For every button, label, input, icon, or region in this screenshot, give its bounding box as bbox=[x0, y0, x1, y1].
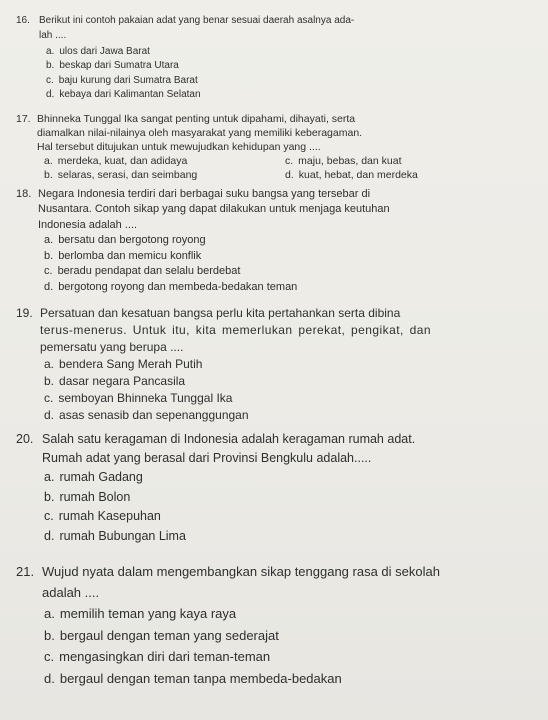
option-letter: d. bbox=[44, 408, 55, 422]
question-stem-line: Persatuan dan kesatuan bangsa perlu kita pertahankan serta dibina bbox=[40, 306, 401, 320]
question-number: 20. bbox=[16, 432, 34, 446]
option-text: maju, bebas, dan kuat bbox=[298, 155, 402, 167]
option-letter: c. bbox=[285, 155, 294, 167]
option-letter: d. bbox=[46, 89, 55, 100]
option-text: dasar negara Pancasila bbox=[59, 374, 186, 388]
option-a bbox=[46, 46, 150, 57]
option-d bbox=[46, 89, 201, 100]
option-letter: d. bbox=[44, 281, 54, 293]
option-b bbox=[46, 60, 179, 71]
option-c bbox=[46, 75, 198, 86]
option-c bbox=[44, 265, 240, 277]
option-text: ulos dari Jawa Barat bbox=[59, 46, 150, 57]
option-letter: b. bbox=[44, 169, 53, 181]
option-text: asas senasib dan sepenanggungan bbox=[59, 408, 249, 422]
option-text: bersatu dan bergotong royong bbox=[58, 234, 206, 246]
option-letter: d. bbox=[44, 529, 55, 543]
option-a bbox=[44, 234, 206, 246]
option-c bbox=[44, 391, 232, 405]
question-number: 18. bbox=[16, 188, 32, 200]
question-number: 16. bbox=[16, 15, 30, 26]
option-d bbox=[44, 529, 186, 543]
option-a bbox=[44, 155, 187, 167]
option-text: memilih teman yang kaya raya bbox=[59, 606, 237, 621]
question-stem-line: Berikut ini contoh pakaian adat yang benar sesuai daerah asalnya ada- bbox=[39, 15, 355, 26]
option-letter: b. bbox=[44, 628, 55, 643]
question-stem-line: Bhinneka Tunggal Ika sangat penting untuk dipahami, dihayati, serta bbox=[37, 113, 356, 125]
option-text: bendera Sang Merah Putih bbox=[59, 357, 203, 371]
option-b bbox=[44, 490, 130, 504]
option-letter: a. bbox=[46, 46, 55, 57]
option-c bbox=[44, 509, 161, 523]
option-text: berlomba dan memicu konflik bbox=[58, 250, 202, 262]
question-stem-line: Salah satu keragaman di Indonesia adalah keragaman rumah adat. bbox=[42, 432, 416, 446]
question-stem-line: diamalkan nilai-nilainya oleh masyarakat yang memiliki keberagaman. bbox=[37, 127, 363, 139]
option-text: beskap dari Sumatra Utara bbox=[59, 60, 179, 71]
option-text: merdeka, kuat, dan adidaya bbox=[57, 155, 188, 167]
option-text: bergaul dengan teman tanpa membeda-bedakan bbox=[59, 671, 342, 686]
question-stem-line: lah .... bbox=[39, 30, 67, 41]
option-letter: d. bbox=[44, 671, 55, 686]
question-number: 21. bbox=[16, 564, 35, 579]
option-letter: a. bbox=[44, 234, 54, 246]
option-text: beradu pendapat dan selalu berdebat bbox=[57, 265, 241, 277]
option-a bbox=[44, 470, 143, 484]
option-text: rumah Kasepuhan bbox=[58, 509, 161, 523]
option-letter: d. bbox=[285, 169, 294, 181]
option-letter: b. bbox=[44, 250, 54, 262]
option-a bbox=[44, 606, 236, 621]
question-stem-line: Hal tersebut ditujukan untuk mewujudkan kehidupan yang .... bbox=[37, 141, 321, 153]
option-letter: a. bbox=[44, 606, 55, 621]
question-stem-line: adalah .... bbox=[42, 585, 100, 600]
question-stem-line: Negara Indonesia terdiri dari berbagai suku bangsa yang tersebar di bbox=[38, 188, 371, 200]
option-c bbox=[44, 649, 270, 664]
option-letter: c. bbox=[44, 391, 54, 405]
option-b bbox=[44, 169, 197, 181]
option-letter: c. bbox=[44, 265, 53, 277]
option-letter: c. bbox=[44, 509, 54, 523]
option-a bbox=[44, 357, 202, 371]
option-b bbox=[44, 628, 279, 643]
question-stem-line: pemersatu yang berupa .... bbox=[40, 340, 184, 354]
option-text: mengasingkan diri dari teman-teman bbox=[59, 649, 271, 664]
option-letter: a. bbox=[44, 470, 55, 484]
option-text: selaras, serasi, dan seimbang bbox=[57, 169, 198, 181]
option-letter: c. bbox=[44, 649, 55, 664]
option-text: kuat, hebat, dan merdeka bbox=[298, 169, 418, 181]
option-text: rumah Bubungan Lima bbox=[59, 529, 186, 543]
option-letter: b. bbox=[46, 60, 55, 71]
question-stem-line: Indonesia adalah .... bbox=[38, 219, 138, 231]
option-d bbox=[44, 281, 297, 293]
option-letter: a. bbox=[44, 155, 53, 167]
option-d bbox=[44, 408, 249, 422]
option-text: bergaul dengan teman yang sederajat bbox=[59, 628, 279, 643]
option-text: semboyan Bhinneka Tunggal Ika bbox=[58, 391, 233, 405]
question-stem-line: terus-menerus. Untuk itu, kita memerlukan perekat, pengikat, dan bbox=[40, 323, 431, 337]
option-letter: a. bbox=[44, 357, 55, 371]
option-b bbox=[44, 250, 201, 262]
option-d bbox=[285, 169, 418, 181]
question-number: 17. bbox=[16, 113, 31, 125]
option-letter: b. bbox=[44, 490, 55, 504]
question-stem-line: Wujud nyata dalam mengembangkan sikap tenggang rasa di sekolah bbox=[42, 564, 440, 579]
question-stem-line: Nusantara. Contoh sikap yang dapat dilakukan untuk menjaga keutuhan bbox=[38, 203, 390, 215]
option-text: bergotong royong dan membeda-bedakan teman bbox=[58, 281, 298, 293]
option-b bbox=[44, 374, 185, 388]
option-letter: b. bbox=[44, 374, 55, 388]
question-number: 19. bbox=[16, 306, 33, 320]
option-text: rumah Bolon bbox=[59, 490, 131, 504]
option-text: baju kurung dari Sumatra Barat bbox=[58, 75, 198, 86]
option-text: rumah Gadang bbox=[59, 470, 143, 484]
option-c bbox=[285, 155, 402, 167]
option-text: kebaya dari Kalimantan Selatan bbox=[59, 89, 201, 100]
question-stem-line: Rumah adat yang berasal dari Provinsi Bengkulu adalah..... bbox=[42, 451, 372, 465]
option-letter: c. bbox=[46, 75, 54, 86]
option-d bbox=[44, 671, 342, 686]
